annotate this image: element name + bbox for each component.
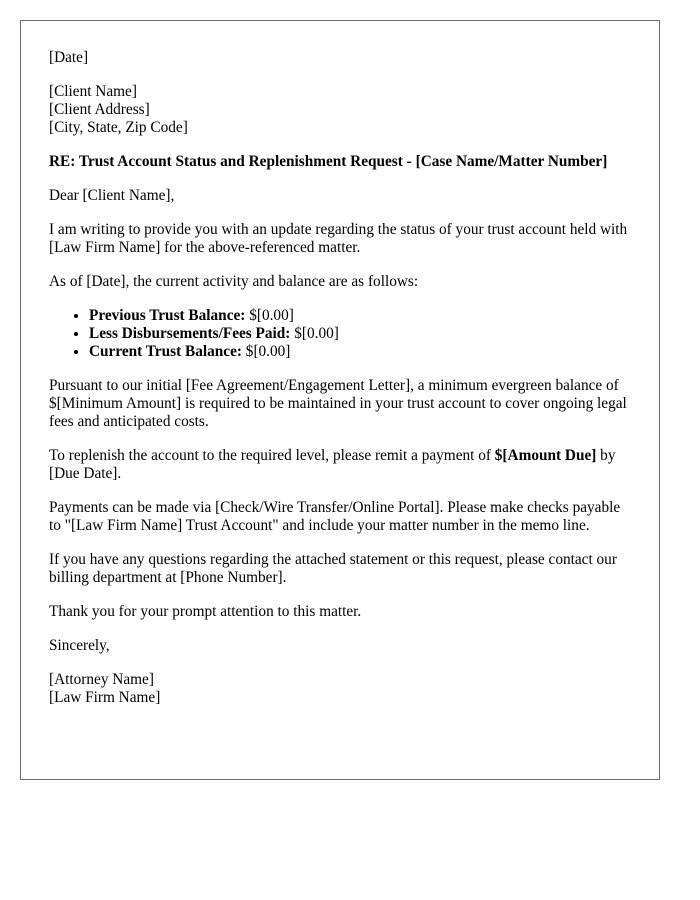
signature-attorney: [Attorney Name] <box>49 671 154 688</box>
recipient-address: [Client Address] <box>49 101 150 118</box>
activity-intro: As of [Date], the current activity and balance are as follows: <box>49 273 419 290</box>
closing: Sincerely, <box>49 637 110 654</box>
balance-label: Less Disbursements/Fees Paid: <box>89 325 291 342</box>
balance-item-disbursements <box>89 325 631 343</box>
balance-item-current <box>89 343 631 361</box>
questions-paragraph: If you have any questions regarding the attached statement or this request, please contact our billing department at [Phone Number]. <box>49 551 617 586</box>
salutation: Dear [Client Name], <box>49 187 175 204</box>
thanks-line: Thank you for your prompt attention to this matter. <box>49 603 362 620</box>
balance-label: Current Trust Balance: <box>89 343 242 360</box>
letter-document <box>20 20 660 780</box>
recipient-city-state-zip: [City, State, Zip Code] <box>49 119 188 136</box>
balance-label: Previous Trust Balance: <box>89 307 246 324</box>
subject-line: RE: Trust Account Status and Replenishment Request - [Case Name/Matter Number] <box>49 153 608 170</box>
signature-firm: [Law Firm Name] <box>49 689 161 706</box>
balance-item-previous <box>89 307 631 325</box>
recipient-block <box>49 83 631 137</box>
replenish-text-after: by [Due Date]. <box>49 447 616 482</box>
balance-list <box>49 307 631 361</box>
amount-due: $[Amount Due] <box>494 447 597 464</box>
signature-block <box>49 671 631 707</box>
replenish-paragraph <box>49 447 631 483</box>
balance-value: $[0.00] <box>290 325 339 342</box>
replenish-text-before: To replenish the account to the required level, please remit a payment of <box>49 447 495 464</box>
recipient-name: [Client Name] <box>49 83 137 100</box>
intro-paragraph: I am writing to provide you with an update regarding the status of your trust account held with [Law Firm Name] for the above-referenced matter. <box>49 221 628 256</box>
balance-value: $[0.00] <box>241 343 291 360</box>
payment-paragraph: Payments can be made via [Check/Wire Transfer/Online Portal]. Please make checks payable to "[Law Firm Name] Trust Account" and include your matter number in the memo line. <box>49 499 621 534</box>
agreement-paragraph: Pursuant to our initial [Fee Agreement/Engagement Letter], a minimum evergreen balance of $[Minimum Amount] is required to be maintained in your trust account to cover ongoing legal fees and anticipated costs. <box>49 377 627 430</box>
balance-value: $[0.00] <box>245 307 294 324</box>
letter-date: [Date] <box>49 49 89 66</box>
